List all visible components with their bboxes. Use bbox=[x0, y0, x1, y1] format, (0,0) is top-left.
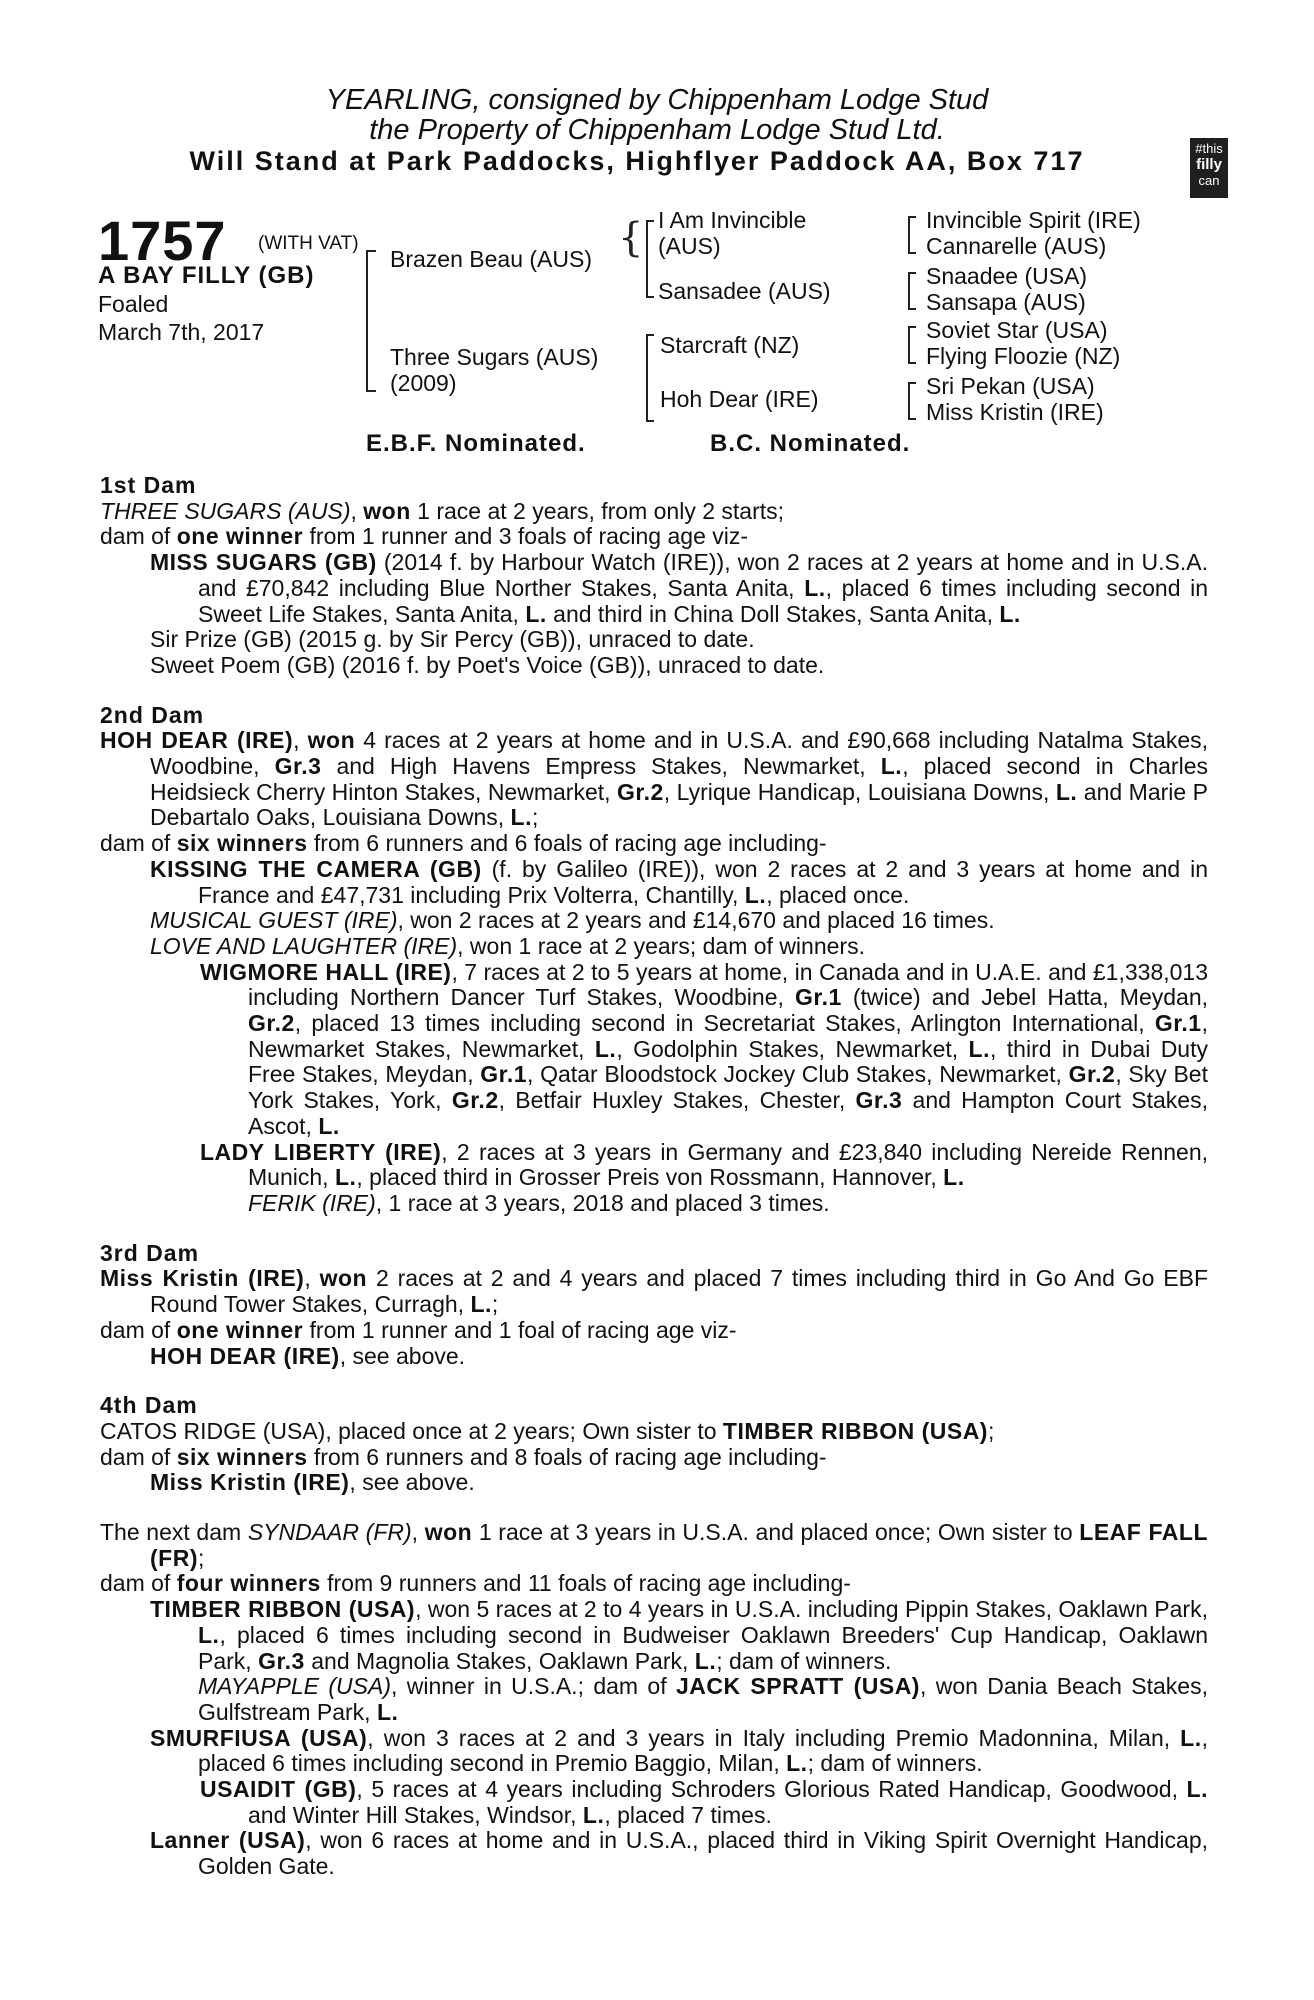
progeny-entry bbox=[100, 1597, 1208, 1674]
listed-label: L. bbox=[744, 881, 767, 908]
text: , Godolphin Stakes, Newmarket, bbox=[616, 1035, 969, 1062]
second-dam-record: HOH DEAR (IRE), won 4 races at 2 years at home and in U.S.A. and £90,668 including Natalma Stakes, Woodbine, Gr.3 and High Havens Empress Stakes, Newmarket, L., placed second in Charles Heidsieck Cherry Hinton Stakes, Newmarket, Gr.2, Lyrique Handicap, Louisiana Downs, L. and Marie P Debartalo Oaks, Louisiana Downs, L.; bbox=[100, 727, 1208, 831]
ss-bracket bbox=[908, 216, 916, 254]
third-dam-title: 3rd Dam bbox=[100, 1239, 200, 1266]
dam-dam-sire: Sri Pekan (USA) bbox=[926, 373, 1095, 399]
progeny-name: KISSING THE CAMERA (GB) bbox=[150, 855, 482, 882]
sire-dam-dam: Sansapa (AUS) bbox=[926, 289, 1086, 315]
progeny-name: MUSICAL GUEST (IRE) bbox=[150, 907, 398, 934]
grandprogeny-entry bbox=[100, 1777, 1208, 1828]
text: , placed once. bbox=[766, 881, 910, 908]
sire-sire-line: (AUS) bbox=[658, 233, 721, 259]
progeny-entry bbox=[100, 1828, 1208, 1879]
progeny-entry bbox=[100, 1674, 1208, 1725]
text: 1 race at 3 years in U.S.A. and placed once; Own sister to bbox=[472, 1519, 1080, 1546]
sire: Brazen Beau (AUS) bbox=[390, 246, 592, 272]
dam-name: HOH DEAR (IRE) bbox=[100, 727, 294, 754]
text: , Newmarket Stakes, Newmarket, bbox=[248, 1010, 1208, 1062]
progeny-name: TIMBER RIBBON (USA) bbox=[150, 1596, 416, 1623]
listed-label: L. bbox=[804, 574, 826, 601]
text: , placed second in Charles Heidsieck Cherry Hinton Stakes, Newmarket, bbox=[150, 753, 1208, 805]
foaled-label: Foaled bbox=[98, 291, 169, 317]
grade-label: Gr.3 bbox=[274, 753, 322, 780]
text: 4 races at 2 years at home and in U.S.A. and £90,668 including Natalma Stakes, Woodbine, bbox=[150, 727, 1208, 780]
next-dam-record: The next dam SYNDAAR (FR), won 1 race at 3 years in U.S.A. and placed once; Own sister to LEAF FALL (FR); bbox=[100, 1519, 1208, 1571]
text: CATOS RIDGE (USA), placed once at 2 years; Own sister to bbox=[100, 1417, 723, 1444]
progeny-name: HOH DEAR (IRE) bbox=[150, 1342, 340, 1369]
text: , won 6 races at home and in U.S.A., placed third in Viking Spirit Overnight Handicap, Golden Gate. bbox=[198, 1827, 1208, 1880]
listed-label: L. bbox=[786, 1750, 808, 1777]
fourth-dam-record bbox=[100, 1419, 1208, 1445]
listed-label: L. bbox=[198, 1621, 220, 1648]
text: ; dam of winners. bbox=[716, 1647, 892, 1674]
location-line: Will Stand at Park Paddocks, Highflyer Paddock AA, Box 717 bbox=[189, 146, 1085, 176]
progeny-name: Lanner (USA) bbox=[150, 1827, 306, 1854]
listed-label: L. bbox=[594, 1035, 617, 1062]
dam-line-bracket bbox=[646, 334, 654, 422]
second-dam-title: 2nd Dam bbox=[100, 701, 205, 728]
dam-dam-dam: Miss Kristin (IRE) bbox=[926, 399, 1104, 425]
grade-label: Gr.2 bbox=[451, 1087, 499, 1114]
winners-count: six winners bbox=[176, 1443, 308, 1470]
sister-name: TIMBER RIBBON (USA) bbox=[722, 1417, 988, 1444]
dam-name: THREE SUGARS (AUS) bbox=[100, 497, 351, 524]
grade-label: Gr.1 bbox=[795, 984, 842, 1011]
text: and Magnolia Stakes, Oaklawn Park, bbox=[304, 1647, 695, 1674]
grade-label: Gr.1 bbox=[1154, 1010, 1202, 1037]
text: from 1 runner and 1 foal of racing age viz- bbox=[303, 1316, 737, 1343]
text: ; dam of winners. bbox=[807, 1750, 983, 1777]
text: , 7 races at 2 to 5 years at home, in Canada and in U.A.E. and £1,338,013 including Northern Dancer Turf Stakes, Woodbine, bbox=[248, 958, 1208, 1011]
text: dam of bbox=[100, 1316, 177, 1343]
hashtag-badge bbox=[1190, 138, 1228, 198]
text: dam of bbox=[100, 830, 177, 857]
progeny-entry: Sweet Poem (GB) (2016 f. by Poet's Voice (GB)), unraced to date. bbox=[150, 651, 825, 678]
dd-bracket bbox=[908, 382, 916, 420]
dam-of-line bbox=[100, 831, 1208, 857]
ds-bracket bbox=[908, 326, 916, 364]
progeny-entry bbox=[100, 550, 1208, 627]
dam-year: (2009) bbox=[390, 370, 457, 396]
won-label: won bbox=[424, 1519, 473, 1546]
foaled-date: March 7th, 2017 bbox=[98, 319, 265, 345]
progeny-name: USAIDIT (GB) bbox=[200, 1776, 357, 1803]
sd-bracket bbox=[908, 272, 916, 310]
dam: Three Sugars (AUS) bbox=[390, 344, 599, 370]
text: dam of bbox=[100, 523, 177, 550]
text: , Lyrique Handicap, Louisiana Downs, bbox=[663, 778, 1056, 805]
winners-count: one winner bbox=[176, 523, 304, 550]
text: ; bbox=[531, 804, 539, 831]
badge-line: #this bbox=[1195, 141, 1223, 156]
text: , 1 race at 3 years, 2018 and placed 3 times. bbox=[375, 1189, 830, 1216]
text: , see above. bbox=[339, 1342, 466, 1369]
won-label: won bbox=[307, 727, 356, 754]
text: and High Havens Empress Stakes, Newmarket, bbox=[321, 753, 881, 780]
text: from 6 runners and 6 foals of racing age including- bbox=[307, 830, 827, 857]
grandprogeny-entry bbox=[100, 1191, 1208, 1217]
listed-label: L. bbox=[470, 1291, 492, 1318]
dam-of-line bbox=[100, 524, 1208, 550]
progeny-entry bbox=[100, 1344, 1208, 1370]
first-dam-record: THREE SUGARS (AUS), won 1 race at 2 years, from only 2 starts; bbox=[100, 497, 785, 524]
bc-nomination: B.C. Nominated. bbox=[710, 430, 911, 457]
dam-of-line bbox=[100, 1318, 1208, 1344]
progeny-name: LADY LIBERTY (IRE) bbox=[200, 1138, 442, 1165]
text: , 5 races at 4 years including Schroders Glorious Rated Handicap, Goodwood, bbox=[356, 1776, 1187, 1803]
progeny-name: FERIK (IRE) bbox=[248, 1189, 376, 1216]
progeny-name: WIGMORE HALL (IRE) bbox=[200, 958, 452, 985]
winners-count: four winners bbox=[176, 1570, 321, 1597]
sire-dam: Sansadee (AUS) bbox=[658, 278, 831, 304]
listed-label: L. bbox=[968, 1035, 990, 1062]
sister-name: LEAF FALL (FR) bbox=[150, 1519, 1208, 1571]
text: from 6 runners and 8 foals of racing age including- bbox=[307, 1443, 827, 1470]
dam-name: SYNDAAR (FR) bbox=[247, 1519, 412, 1546]
dam-name: Miss Kristin (IRE) bbox=[100, 1265, 305, 1292]
listed-label: L. bbox=[582, 1801, 605, 1828]
sire-dam-sire: Snaadee (USA) bbox=[926, 263, 1088, 289]
text: dam of bbox=[100, 1570, 177, 1597]
vat-note: (WITH VAT) bbox=[258, 233, 359, 254]
progeny-name: JACK SPRATT (USA) bbox=[675, 1673, 920, 1700]
text: , placed 6 times including second in Premio Baggio, Milan, bbox=[198, 1724, 1209, 1777]
text: , won Dania Beach Stakes, Gulfstream Park, bbox=[198, 1673, 1208, 1725]
progeny-name: MAYAPPLE (USA) bbox=[198, 1673, 391, 1700]
listed-label: L. bbox=[943, 1164, 965, 1191]
text: , placed 7 times. bbox=[604, 1801, 772, 1828]
grade-label: Gr.3 bbox=[855, 1087, 903, 1114]
text: dam of bbox=[100, 1443, 177, 1470]
text: , placed 6 times including second in Budweiser Oaklawn Breeders' Cup Handicap, Oaklawn Park, bbox=[198, 1621, 1208, 1674]
text: from 1 runner and 3 foals of racing age viz- bbox=[303, 523, 749, 550]
text: , third in Dubai Duty Free Stakes, Meydan, bbox=[248, 1035, 1208, 1088]
grade-label: Gr.2 bbox=[617, 778, 664, 805]
grade-label: Gr.2 bbox=[1068, 1061, 1116, 1088]
grandprogeny-entry bbox=[100, 1140, 1208, 1191]
listed-label: L. bbox=[510, 804, 532, 831]
text: , Betfair Huxley Stakes, Chester, bbox=[498, 1087, 856, 1114]
text: , placed 6 times including second in Sweet Life Stakes, Santa Anita, bbox=[198, 574, 1208, 627]
listed-label: L. bbox=[880, 753, 903, 780]
text: , 2 races at 3 years in Germany and £23,840 including Nereide Rennen, Munich, bbox=[248, 1138, 1209, 1191]
listed-label: L. bbox=[1180, 1724, 1202, 1751]
text: , won 1 race at 2 years; dam of winners. bbox=[457, 932, 865, 959]
progeny-name: SMURFIUSA (USA) bbox=[150, 1724, 368, 1751]
lot-number: 1757 bbox=[98, 209, 227, 272]
won-label: won bbox=[319, 1265, 368, 1292]
grandprogeny-entry bbox=[100, 960, 1208, 1140]
dam-sire-sire: Soviet Star (USA) bbox=[926, 317, 1108, 343]
foaled-info bbox=[98, 290, 264, 346]
consignor-line: YEARLING, consigned by Chippenham Lodge Stud bbox=[325, 84, 989, 116]
listed-label: L. bbox=[1055, 778, 1078, 805]
sire-sire-dam: Cannarelle (AUS) bbox=[926, 233, 1107, 259]
first-dam-title: 1st Dam bbox=[100, 472, 197, 498]
text: , placed 13 times including second in Secretariat Stakes, Arlington International, bbox=[294, 1010, 1155, 1037]
fourth-dam-title: 4th Dam bbox=[100, 1392, 198, 1419]
won-label: won bbox=[363, 497, 411, 524]
progeny-entry bbox=[100, 857, 1208, 908]
text: from 9 runners and 11 foals of racing age including- bbox=[320, 1570, 851, 1597]
text: The next dam bbox=[100, 1519, 248, 1546]
dam-dam: Hoh Dear (IRE) bbox=[660, 386, 819, 412]
listed-label: L. bbox=[999, 600, 1021, 627]
text: and Marie P Debartalo Oaks, Louisiana Downs, bbox=[150, 778, 1208, 831]
text: ; bbox=[491, 1291, 499, 1318]
winners-count: six winners bbox=[176, 830, 308, 857]
property-line: the Property of Chippenham Lodge Stud Ltd. bbox=[369, 114, 945, 146]
text: ; bbox=[987, 1417, 995, 1444]
sire-brace-icon: { bbox=[618, 215, 644, 261]
text: , won 5 races at 2 to 4 years in U.S.A. including Pippin Stakes, Oaklawn Park, bbox=[415, 1596, 1208, 1623]
text: and third in China Doll Stakes, Santa Anita, bbox=[546, 600, 1000, 627]
third-dam-record: Miss Kristin (IRE), won 2 races at 2 and 4 years and placed 7 times including third in Go And Go EBF Round Tower Stakes, Curragh, L.; bbox=[100, 1265, 1209, 1318]
listed-label: L. bbox=[334, 1164, 357, 1191]
text: , Qatar Bloodstock Jockey Club Stakes, Newmarket, bbox=[527, 1061, 1069, 1088]
text: (2014 f. by Harbour Watch (IRE)), won 2 races at 2 years at home and in U.S.A. and £70,842 including Blue Norther Stakes, Santa Anita, bbox=[198, 549, 1208, 601]
progeny-name: MISS SUGARS (GB) bbox=[150, 549, 377, 576]
listed-label: L. bbox=[694, 1647, 717, 1674]
text: , winner in U.S.A.; dam of bbox=[391, 1673, 676, 1700]
text: , placed third in Grosser Preis von Rossmann, Hannover, bbox=[356, 1164, 944, 1191]
grade-label: Gr.2 bbox=[248, 1010, 295, 1037]
text: and Winter Hill Stakes, Windsor, bbox=[248, 1801, 583, 1828]
progeny-name: LOVE AND LAUGHTER (IRE) bbox=[150, 932, 458, 959]
catalogue-body bbox=[100, 473, 1208, 1880]
listed-label: L. bbox=[318, 1112, 340, 1139]
badge-line: filly bbox=[1196, 156, 1222, 173]
sire-sire bbox=[658, 207, 806, 259]
text: , see above. bbox=[349, 1469, 475, 1496]
ebf-nomination: E.B.F. Nominated. bbox=[366, 430, 586, 457]
text: ; bbox=[197, 1544, 205, 1571]
progeny-entry bbox=[100, 908, 1208, 934]
listed-label: L. bbox=[1186, 1776, 1208, 1803]
dam-sire-dam: Flying Floozie (NZ) bbox=[926, 343, 1121, 369]
sire-dam-bracket bbox=[366, 250, 376, 392]
sire-sire-line: I Am Invincible bbox=[658, 207, 807, 233]
progeny-entry: Sir Prize (GB) (2015 g. by Sir Percy (GB)), unraced to date. bbox=[150, 626, 755, 653]
text: 2 races at 2 and 4 years and placed 7 times including third in Go And Go EBF Round Tower Stakes, Curragh, bbox=[150, 1265, 1209, 1318]
badge-line: can bbox=[1198, 173, 1220, 188]
dam-of-line bbox=[100, 1445, 1208, 1471]
dam-sire: Starcraft (NZ) bbox=[660, 332, 800, 358]
text: , won 3 races at 2 and 3 years in Italy including Premio Madonnina, Milan, bbox=[367, 1724, 1181, 1751]
progeny-entry bbox=[100, 1726, 1208, 1777]
progeny-entry bbox=[100, 934, 1208, 960]
grade-label: Gr.3 bbox=[258, 1647, 305, 1674]
progeny-name: Miss Kristin (IRE) bbox=[150, 1469, 350, 1496]
text: (twice) and Jebel Hatta, Meydan, bbox=[841, 984, 1209, 1011]
text: and Hampton Court Stakes, Ascot, bbox=[248, 1087, 1208, 1139]
text: , won 2 races at 2 years and £14,670 and placed 16 times. bbox=[397, 907, 995, 934]
sire-line-bracket bbox=[646, 220, 654, 298]
text: (f. by Galileo (IRE)), won 2 races at 2 and 3 years at home and in France and £47,731 including Prix Volterra, Chantilly, bbox=[198, 855, 1209, 908]
progeny-entry bbox=[100, 1470, 1208, 1496]
listed-label: L. bbox=[376, 1698, 399, 1725]
listed-label: L. bbox=[525, 600, 547, 627]
winners-count: one winner bbox=[176, 1316, 304, 1343]
horse-name: A BAY FILLY (GB) bbox=[98, 262, 315, 289]
record-text: 1 race at 2 years, from only 2 starts; bbox=[410, 497, 785, 524]
dam-of-line bbox=[100, 1571, 1208, 1597]
text: , Sky Bet York Stakes, York, bbox=[248, 1061, 1208, 1114]
sire-sire-sire: Invincible Spirit (IRE) bbox=[926, 207, 1141, 233]
grade-label: Gr.1 bbox=[480, 1061, 528, 1088]
